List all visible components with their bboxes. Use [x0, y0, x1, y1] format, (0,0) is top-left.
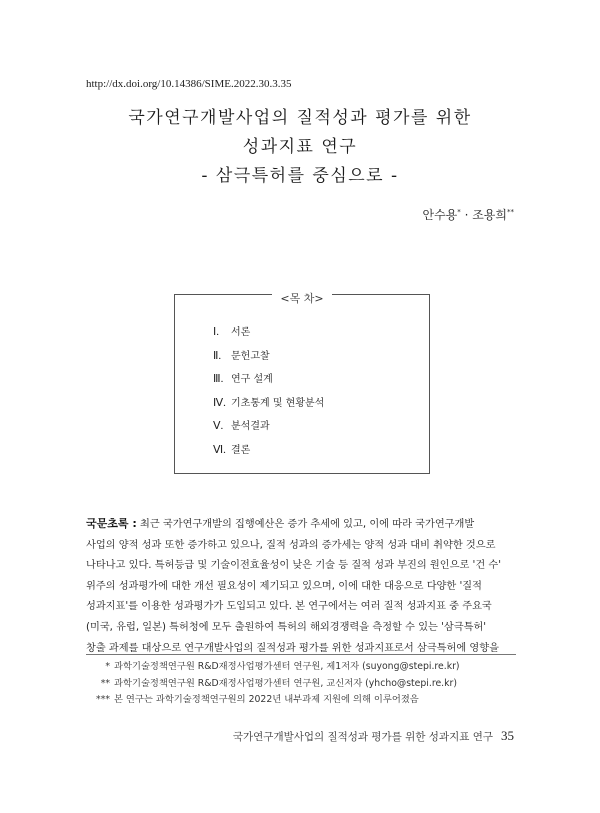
- toc-list: [213, 323, 324, 464]
- title-line-2: 성과지표 연구: [242, 137, 358, 157]
- abstract-line: 위주의 성과평가에 대한 개선 필요성이 제기되고 있으며, 이에 대한 대응으로 다양한 '질적: [86, 580, 482, 592]
- author-separator: ·: [460, 208, 473, 222]
- footnote-text: 과학기술정책연구원 R&D재정사업평가센터 연구원, 교신저자 (yhcho@stepi.re.kr): [114, 677, 457, 689]
- running-title: 국가연구개발사업의 질적성과 평가를 위한 성과지표 연구: [232, 731, 493, 743]
- toc-item-label: 서론: [231, 327, 251, 338]
- footnote-mark: **: [100, 677, 110, 689]
- abstract-line: 성과지표'를 이용한 성과평가가 도입되고 있다. 본 연구에서는 여러 질적 성과지표 중 주요국: [86, 601, 492, 613]
- korean-abstract: [86, 514, 516, 659]
- author-name-1: 안수용: [422, 208, 458, 222]
- author-name-2: 조용희: [472, 208, 507, 222]
- footnotes: [86, 659, 526, 709]
- footnote-mark: *: [105, 661, 110, 672]
- abstract-label: 국문초록 :: [86, 517, 137, 530]
- running-footer: [233, 728, 514, 744]
- toc-item: [213, 394, 324, 418]
- footnote-text: 과학기술정책연구원 R&D재정사업평가센터 연구원, 제1저자 (suyong@stepi.re.kr): [114, 661, 460, 672]
- title-line-3: - 삼극특허를 중심으로 -: [201, 166, 399, 186]
- footnote: [86, 676, 526, 693]
- paper-title: [0, 104, 600, 191]
- footnote-mark: ***: [96, 694, 110, 705]
- abstract-line: (미국, 유럽, 일본) 특허청에 모두 출원하여 특허의 해외경쟁력을 측정할 수 있는 '삼극특허': [86, 621, 487, 633]
- abstract-line: 나타나고 있다. 특허등급 및 기술이전효율성이 낮은 기술 등 질적 성과 부진의 원인으로 '건 수': [86, 560, 502, 572]
- title-line-1: 국가연구개발사업의 질적성과 평가를 위한: [128, 108, 472, 128]
- toc-item-number: Ⅴ.: [213, 420, 224, 432]
- toc-item-number: Ⅰ.: [213, 326, 219, 338]
- toc-item-label: 분석결과: [231, 421, 270, 432]
- toc-item-label: 문헌고찰: [231, 350, 270, 362]
- toc-item: [213, 323, 324, 347]
- footnote-divider: [86, 654, 516, 655]
- footnote: [86, 659, 526, 676]
- doi-link[interactable]: http://dx.doi.org/10.14386/SIME.2022.30.3.35: [86, 78, 292, 90]
- toc-title: <목 차>: [272, 292, 331, 305]
- author-mark-2: **: [507, 208, 514, 216]
- author-mark-1: *: [457, 208, 461, 216]
- abstract-line: 창출 과제를 대상으로 연구개발사업의 질적성과 평가를 위한 성과지표로서 삼극특허에 영향을: [86, 642, 499, 654]
- toc-item-number: Ⅲ.: [213, 373, 224, 385]
- toc-item-label: 기초통계 및 현황분석: [231, 397, 325, 409]
- toc-item-label: 결론: [231, 444, 251, 456]
- toc-item: [213, 347, 324, 371]
- page-number: 35: [501, 728, 514, 743]
- author-list: [422, 206, 514, 223]
- toc-item: [213, 417, 324, 441]
- toc-item: [213, 441, 324, 465]
- abstract-line: 사업의 양적 성과 또한 증가하고 있으나, 질적 성과의 증가세는 양적 성과 대비 취약한 것으로: [86, 539, 496, 551]
- footnote-text: 본 연구는 과학기술정책연구원의 2022년 내부과제 지원에 의해 이루어졌음: [114, 694, 419, 705]
- abstract-line-text: 최근 국가연구개발의 집행예산은 증가 추세에 있고, 이에 따라 국가연구개발: [139, 519, 475, 530]
- toc-item-number: Ⅳ.: [213, 396, 226, 409]
- toc-item-number: Ⅵ.: [213, 443, 226, 456]
- toc-item-label: 연구 설계: [231, 374, 273, 385]
- abstract-line: [86, 514, 516, 536]
- footnote: [86, 692, 526, 709]
- toc-item: [213, 370, 324, 394]
- table-of-contents: [174, 294, 430, 474]
- toc-item-number: Ⅱ.: [213, 349, 222, 362]
